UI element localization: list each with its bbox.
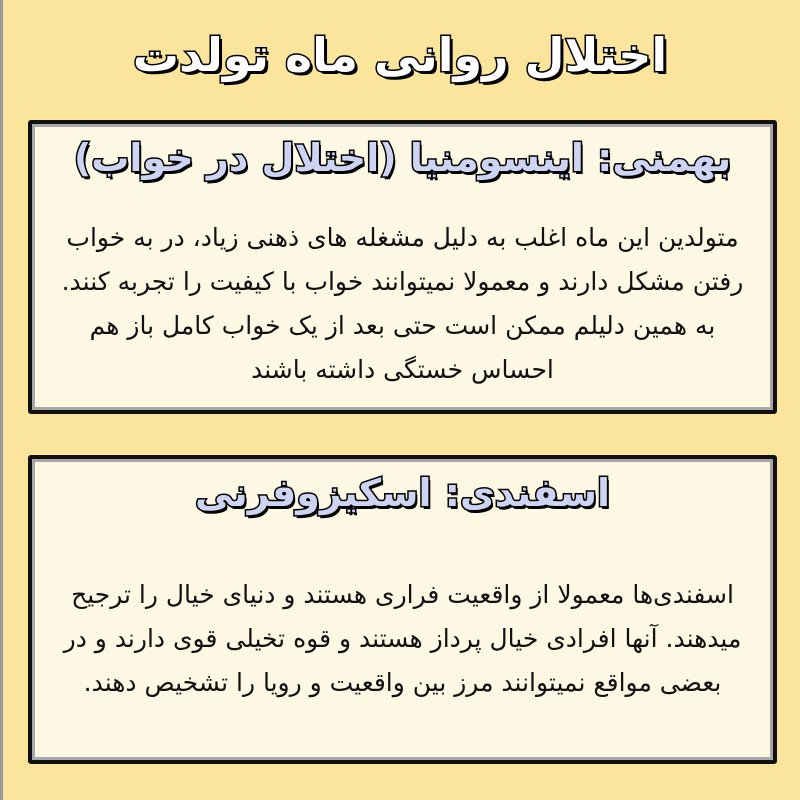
page-title: اختلال روانی ماه تولدت	[132, 28, 668, 82]
card-heading: بهمنی: اینسومنیا (اختلال در خواب)	[73, 136, 732, 180]
card-heading: اسفندی: اسکیزوفرنی	[195, 471, 610, 515]
left-edge-divider	[0, 0, 3, 800]
card-bahman	[28, 120, 777, 414]
card-body: متولدین این ماه اغلب به دلیل مشغله های ذهنی زیاد، در به خواب رفتن مشکل دارند و معمولا نمیتوانند خواب با کیفیت را تجربه کنند. به همین دلیلم ممکن است حتی بعد از یک خواب کامل باز هم احساس خستگی داشته باشند	[61, 223, 744, 384]
card-body: اسفندی‌ها معمولا از واقعیت فراری هستند و دنیای خیال را ترجیح میدهند. آنها افرادی خیال پرداز هستند و قوه تخیلی قوی دارند و در بعضی مواقع نمیتوانند مرز بین واقعیت و رویا را تشخیص دهند.	[63, 580, 742, 697]
card-esfand	[28, 455, 777, 764]
